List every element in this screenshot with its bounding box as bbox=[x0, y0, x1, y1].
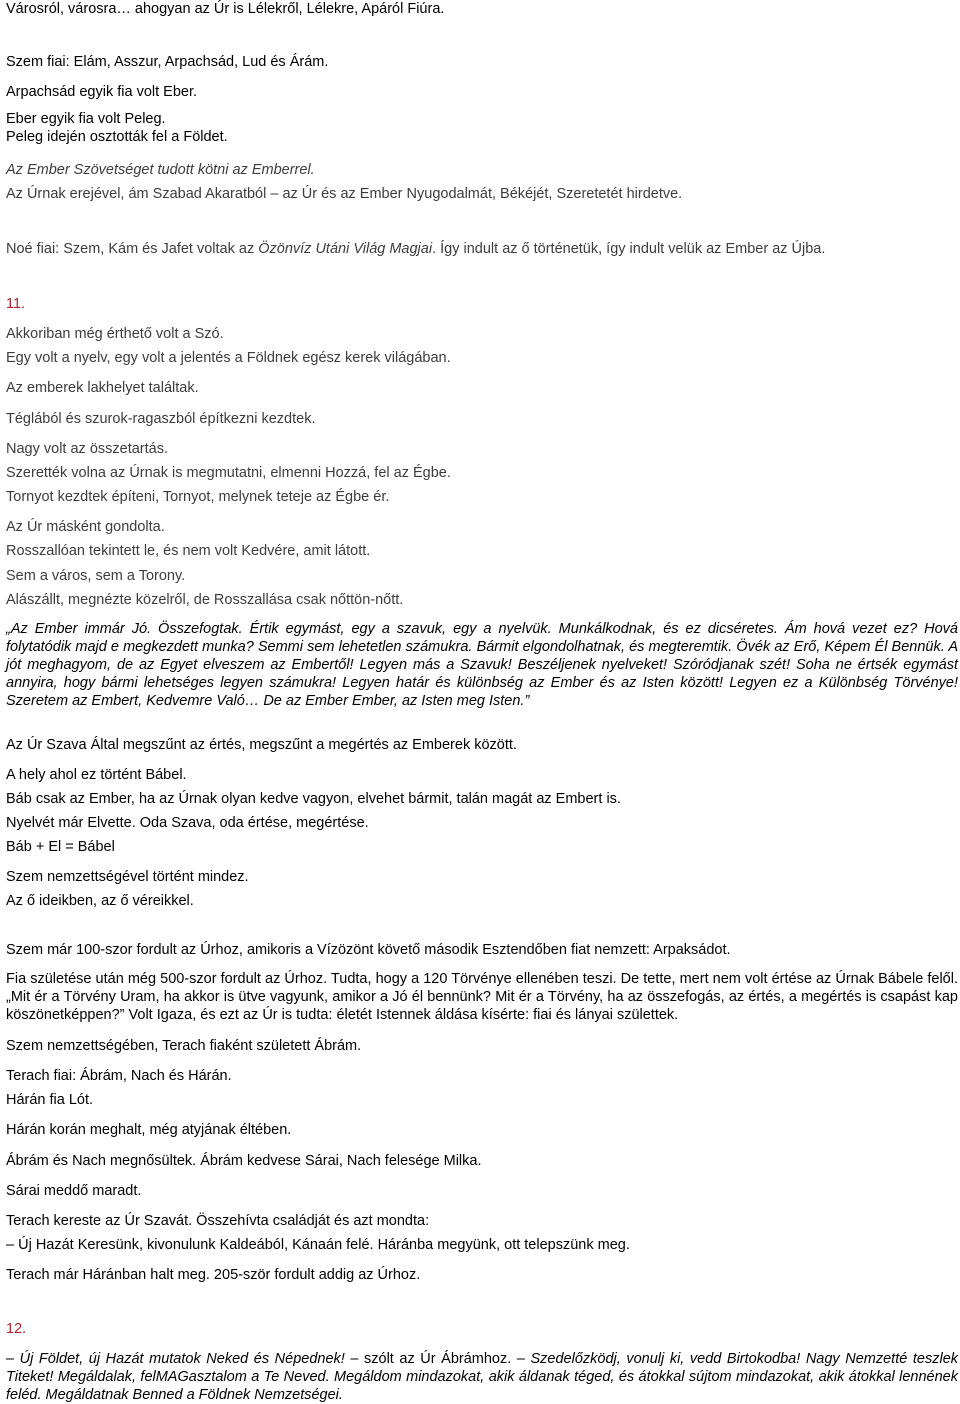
text-line: Szem nemzettségével történt mindez. bbox=[6, 869, 249, 885]
text-line: Tornyot kezdtek építeni, Tornyot, melynek teteje az Égbe ér. bbox=[6, 489, 390, 505]
text-line: – Új Hazát Keresünk, kivonulunk Kaldeából, Kánaán felé. Háránba megyünk, ott telepszünk meg. bbox=[6, 1237, 630, 1253]
text-line: Az Úrnak erejével, ám Szabad Akaratból – az Úr és az Ember Nyugodalmát, Békéjét, Szeretetét hirdetve. bbox=[6, 186, 683, 202]
last-text-d: Szedelőzködj, vonulj ki, vedd Birtokodba! Nagy Nemzetté teszlek Titeket! Megáldalak, felMAGasztalom a Te Neved. Megáldom mindazokat, akik áldanak téged, és átokkal sújtom mindazokat, akik átokkal lennének feléd. Megáldatnak Benned a Földnek Nemzetségei. bbox=[6, 1351, 959, 1403]
noe-paragraph bbox=[6, 240, 825, 258]
text-line: Az emberek lakhelyet találtak. bbox=[6, 380, 199, 396]
text-line: Az Úr Szava Által megszűnt az értés, megszűnt a megértés az Emberek között. bbox=[6, 737, 517, 753]
text-line: Hárán fia Lót. bbox=[6, 1092, 94, 1108]
chapter-number: 12. bbox=[6, 1321, 27, 1337]
text-line: Szerették volna az Úrnak is megmutatni, elmenni Hozzá, fel az Égbe. bbox=[6, 465, 451, 481]
text-line: Szem fiai: Elám, Asszur, Arpachsád, Lud és Árám. bbox=[6, 54, 329, 70]
text-line: Nagy volt az összetartás. bbox=[6, 441, 168, 457]
text-line: Terach már Háránban halt meg. 205-ször fordult addig az Úrhoz. bbox=[6, 1267, 421, 1283]
text-line: Szem már 100-szor fordult az Úrhoz, amikoris a Vízözönt követő második Esztendőben fiat nemzett: Arpaksádot. bbox=[6, 942, 731, 958]
text-line: Téglából és szurok-ragaszból építkezni kezdtek. bbox=[6, 411, 316, 427]
text-line: Rosszallóan tekintett le, és nem volt Kedvére, amit látott. bbox=[6, 543, 371, 559]
fia-paragraph: Fia születése után még 500-szor fordult az Úrhoz. Tudta, hogy a 120 Törvénye ellenében teszi. De tette, mert nem volt értése az Úrnak Bábele felől. „Mit ér a Törvény Uram, ha akkor is ütve vagyunk, amikor a Jó él bennünk? Mit ér a Törvény, ha az összefogás, az értés, a megértés is csapást kap köszönetképpen?” Volt Igaza, és ezt az Úr is tudta: életét Istennek áldása kísérte: fiai és lányai születtek. bbox=[6, 971, 958, 1023]
text-line: A hely ahol ez történt Bábel. bbox=[6, 767, 187, 783]
last-text-c: – szólt az Úr Ábrámhoz. – bbox=[344, 1351, 531, 1367]
noe-text-b: Özönvíz Utáni Világ Magjai bbox=[258, 241, 433, 257]
chapter-number: 11. bbox=[6, 296, 26, 312]
text-line: Nyelvét már Elvette. Oda Szava, oda értése, megértése. bbox=[6, 815, 369, 831]
text-line: Ábrám és Nach megnősültek. Ábrám kedvese Sárai, Nach felesége Milka. bbox=[6, 1153, 482, 1169]
text-line: Terach kereste az Úr Szavát. Összehívta családját és azt mondta: bbox=[6, 1213, 430, 1229]
text-line: Az Úr másként gondolta. bbox=[6, 519, 165, 535]
text-line: Sem a város, sem a Torony. bbox=[6, 568, 186, 584]
text-line: Sárai meddő maradt. bbox=[6, 1183, 142, 1199]
noe-text-c: . Így indult az ő történetük, így indult velük az Ember az Újba. bbox=[432, 241, 826, 257]
text-line: Hárán korán meghalt, még atyjának éltében. bbox=[6, 1122, 292, 1138]
text-line: Akkoriban még érthető volt a Szó. bbox=[6, 326, 224, 342]
text-line: Az ő ideikben, az ő véreikkel. bbox=[6, 893, 194, 909]
text-line: Eber egyik fia volt Peleg. bbox=[6, 111, 166, 127]
quote-paragraph: „Az Ember immár Jó. Összefogtak. Értik egymást, egy a szavuk, egy a nyelvük. Munkálkodnak, és ez dicséretes. Ám hová vezet ez? Hová folytatódik majd e megkezdett munka? Semmi sem lehetetlen számukra. Bármit elgondolhatnak, és megteremtik. Övék az Erő, Képem Él Bennük. A jót meghagyom, de az Egyet elveszem az Embertől! Legyen más a Szavuk! Beszéljenek nyelveket! Szóródjanak szét! Soha ne értsék egymást annyira, hogy bármi lehetséges legyen számukra! Legyen határ és különbség az Ember és az Isten között! Legyen ez a Különbség Törvénye! Szeretem az Embert, Kedvemre Való… De az Ember Ember, az Isten meg Isten.” bbox=[6, 621, 958, 709]
text-line: Alászállt, megnézte közelről, de Rosszallása csak nőttön-nőtt. bbox=[6, 592, 404, 608]
last-paragraph bbox=[6, 1350, 958, 1404]
last-text-b: Új Földet, új Hazát mutatok Neked és Népednek! bbox=[19, 1351, 345, 1367]
text-line: Báb + El = Bábel bbox=[6, 839, 115, 855]
noe-text-a: Noé fiai: Szem, Kám és Jafet voltak az bbox=[6, 241, 259, 257]
last-text-a: – bbox=[6, 1351, 20, 1367]
text-line: Az Ember Szövetséget tudott kötni az Emberrel. bbox=[6, 162, 315, 178]
text-line: Arpachsád egyik fia volt Eber. bbox=[6, 84, 198, 100]
text-line: Terach fiai: Ábrám, Nach és Hárán. bbox=[6, 1068, 232, 1084]
text-line: Egy volt a nyelv, egy volt a jelentés a Földnek egész kerek világában. bbox=[6, 350, 451, 366]
heading-line: Városról, városra… ahogyan az Úr is Lélekről, Lélekre, Apáról Fiúra. bbox=[6, 1, 445, 17]
text-line: Szem nemzettségében, Terach fiaként született Ábrám. bbox=[6, 1038, 362, 1054]
text-line: Báb csak az Ember, ha az Úrnak olyan kedve vagyon, elvehet bármit, talán magát az Embert is. bbox=[6, 791, 621, 807]
text-line: Peleg idején osztották fel a Földet. bbox=[6, 129, 228, 145]
